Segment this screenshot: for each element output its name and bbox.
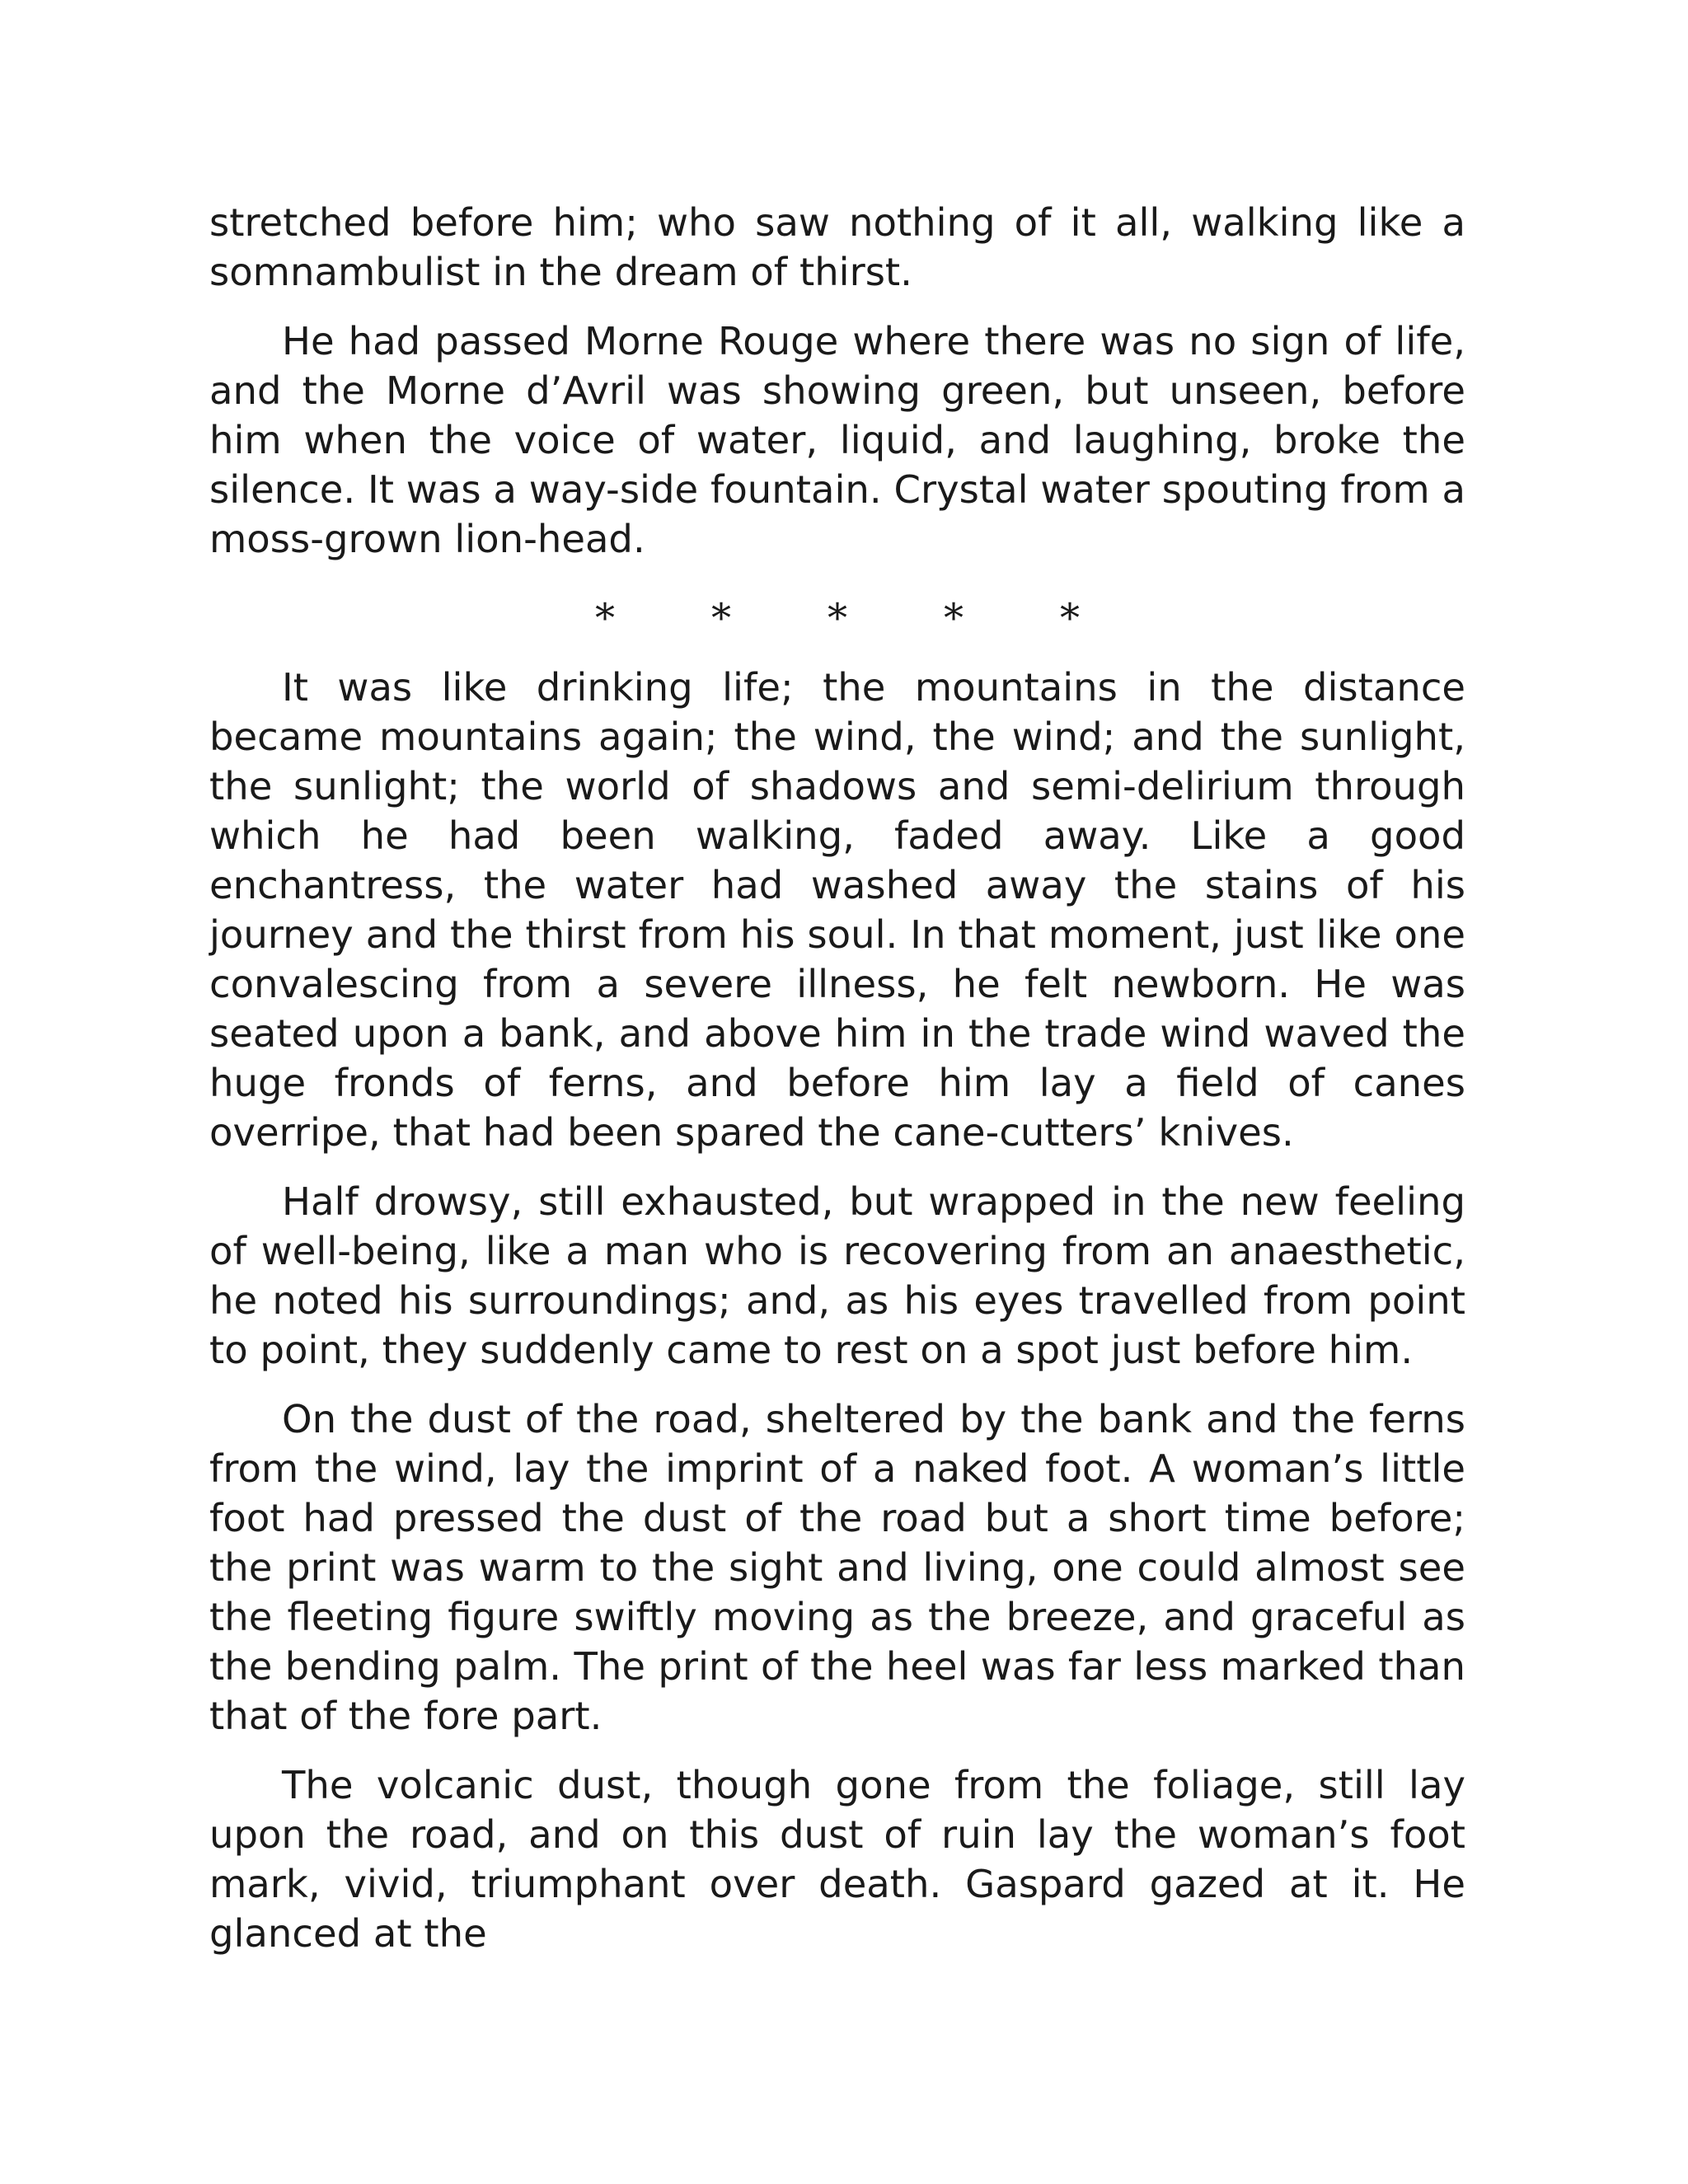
paragraph-half-drowsy: Half drowsy, still exhausted, but wrapped in the new feeling of well-being, like a man who is recovering from an anaesthetic, he noted his surroundings; and, as his eyes travelled from point to point, they suddenly came to rest on a spot just before him. <box>209 1179 1465 1372</box>
section-break-asterisk: * <box>711 595 731 641</box>
section-break <box>209 577 1465 659</box>
paragraph-drinking-life: It was like drinking life; the mountains in the distance became mountains again; the wind, the wind; and the sunlight, the sunlight; the world of shadows and semi-delirium through which he had been walking, faded away. Like a good enchantress, the water had washed away the stains of his journey and the thirst from his soul. In that moment, just like one convalescing from a severe illness, he felt newborn. He was seated upon a bank, and above him in the trade wind waved the huge fronds of ferns, and before him lay a field of canes overripe, that had been spared the cane-cutters’ knives. <box>209 665 1465 1155</box>
section-break-asterisk: * <box>1060 595 1080 641</box>
section-break-asterisk: * <box>944 595 964 641</box>
paragraph-footprint: On the dust of the road, sheltered by the bank and the ferns from the wind, lay the imprint of a naked foot. A woman’s little foot had pressed the dust of the road but a short time before; the print was warm to the sight and living, one could almost see the fleeting figure swiftly moving as the breeze, and graceful as the bending palm. The print of the heel was far less marked than that of the fore part. <box>209 1397 1465 1738</box>
page-text <box>209 198 1465 1978</box>
paragraph-continuation: stretched before him; who saw nothing of it all, walking like a somnambulist in the dream of thirst. <box>209 200 1465 294</box>
paragraph-volcanic-dust: The volcanic dust, though gone from the foliage, still lay upon the road, and on this dust of ruin lay the woman’s foot mark, vivid, triumphant over death. Gaspard gazed at it. He glanced at the <box>209 1763 1465 1956</box>
section-break-asterisk: * <box>828 595 847 641</box>
paragraph-fountain: He had passed Morne Rouge where there was no sign of life, and the Morne d’Avril was showing green, but unseen, before him when the voice of water, liquid, and laughing, broke the silence. It was a way-side fountain. Crystal water spouting from a moss-grown lion-head. <box>209 319 1465 561</box>
section-break-asterisk: * <box>595 595 615 641</box>
